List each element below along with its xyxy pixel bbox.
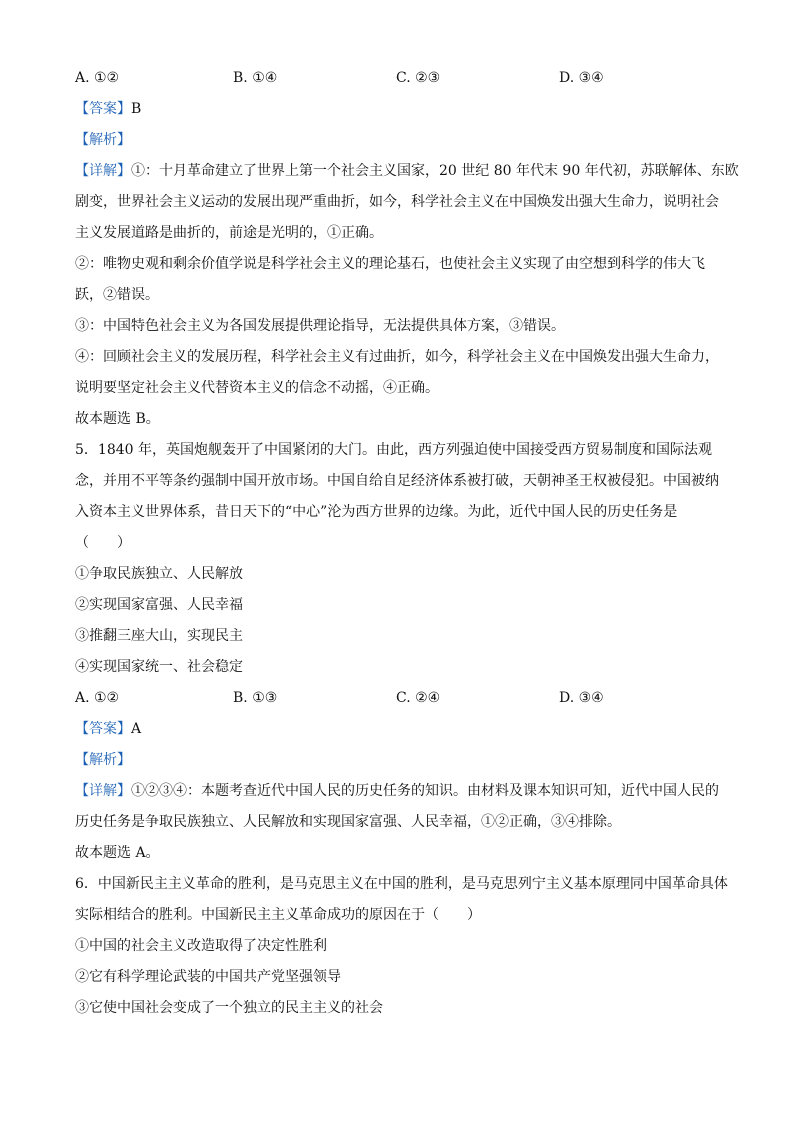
detail-tag: 【详解】 [75,163,131,179]
analysis-tag: 【解析】 [75,752,131,768]
answer-tag: 【答案】 [75,101,131,117]
q5-item: ②实现国家富强、人民幸福 [75,597,243,613]
q4-detail-line: 主义发展道路是曲折的，前途是光明的，①正确。 [75,225,383,241]
q6-stem-line: 6．中国新民主主义革命的胜利，是马克思主义在中国的胜利，是马克思列宁主义基本原理同中国革命具体 [75,876,728,892]
q5-option-d: D. ③④ [559,690,604,706]
q5-answer [75,714,725,745]
q4-option-c: C. ②③ [396,70,441,86]
analysis-tag: 【解析】 [75,132,131,148]
q4-detail-line: ④：回顾社会主义的发展历程，科学社会主义有过曲折，如今，科学社会主义在中国焕发出强大生命力， [75,349,719,365]
q4-conclusion: 故本题选 B。 [75,411,160,427]
detail-text: ①②③④：本题考查近代中国人民的历史任务的知识。由材料及课本知识可知，近代中国人民的 [131,783,719,799]
answer-value: B [131,101,142,117]
q4-option-d: D. ③④ [559,70,604,86]
q5-stem-line: 5．1840 年，英国炮舰轰开了中国紧闭的大门。由此，西方列强迫使中国接受西方贸易制度和国际法观 [75,442,712,458]
q5-detail-line [75,776,725,807]
q4-detail-line [75,156,739,187]
detail-text: ①：十月革命建立了世界上第一个社会主义国家，20 世纪 80 年代末 90 年代初，苏联解体、东欧 [131,163,739,179]
detail-tag: 【详解】 [75,783,131,799]
q4-option-b: B. ①④ [233,70,278,86]
q4-options [75,63,725,94]
answer-value: A [131,721,142,737]
q5-answer-blank: （ ） [75,535,131,551]
q5-option-b: B. ①③ [233,690,278,706]
q5-stem-line: 念，并用不平等条约强制中国开放市场。中国自给自足经济体系被打破，天朝神圣王权被侵犯。中国被纳 [75,473,719,489]
q5-item: ①争取民族独立、人民解放 [75,566,243,582]
q5-option-a: A. ①② [75,690,120,706]
q5-option-c: C. ②④ [396,690,441,706]
q6-stem-line: 实际相结合的胜利。中国新民主主义革命成功的原因在于（ ） [75,907,481,923]
q4-detail-line: 跃，②错误。 [75,287,159,303]
q6-item: ②它有科学理论武装的中国共产党坚强领导 [75,969,341,985]
q4-detail-line: ③：中国特色社会主义为各国发展提供理论指导，无法提供具体方案，③错误。 [75,318,565,334]
q4-detail-line: ②：唯物史观和剩余价值学说是科学社会主义的理论基石，也使社会主义实现了由空想到科学的伟大飞 [75,256,705,272]
q4-detail-line: 说明要坚定社会主义代替资本主义的信念不动摇，④正确。 [75,380,439,396]
document-content [75,63,739,1024]
q5-conclusion: 故本题选 A。 [75,845,160,861]
q4-analysis-heading [75,125,725,156]
q5-item: ④实现国家统一、社会稳定 [75,659,243,675]
q6-item: ③它使中国社会变成了一个独立的民主主义的社会 [75,1000,383,1016]
q4-option-a: A. ①② [75,70,120,86]
q4-detail-line: 剧变，世界社会主义运动的发展出现严重曲折，如今，科学社会主义在中国焕发出强大生命力，说明社会 [75,194,719,210]
q5-detail-line: 历史任务是争取民族独立、人民解放和实现国家富强、人民幸福，①②正确，③④排除。 [75,814,621,830]
q5-options [75,683,725,714]
q5-analysis-heading [75,745,725,776]
q5-item: ③推翻三座大山，实现民主 [75,628,243,644]
q5-stem-line: 入资本主义世界体系，昔日天下的“中心”沦为西方世界的边缘。为此，近代中国人民的历史任务是 [75,504,678,520]
answer-tag: 【答案】 [75,721,131,737]
q4-answer [75,94,725,125]
q6-item: ①中国的社会主义改造取得了决定性胜利 [75,938,327,954]
